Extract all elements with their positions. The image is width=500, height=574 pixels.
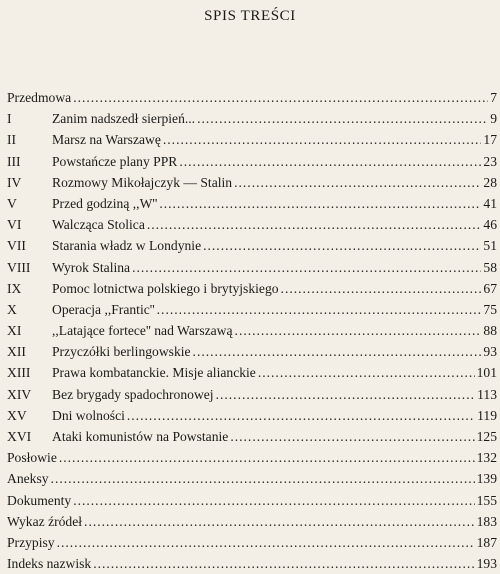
toc-entry [7, 299, 497, 320]
chapter-title: Indeks nazwisk [7, 556, 92, 572]
dot-leader [163, 129, 482, 150]
toc-entry [7, 214, 497, 235]
page-number: 88 [483, 323, 497, 339]
chapter-title: Powstańcze plany PPR [52, 153, 178, 169]
page-number: 51 [483, 238, 497, 254]
toc-entry [7, 426, 497, 447]
dot-leader [73, 490, 474, 511]
toc-entry [7, 405, 497, 426]
chapter-number: XIV [7, 386, 32, 402]
page-number: 193 [476, 556, 497, 572]
chapter-number: XI [7, 323, 22, 339]
page-number: 101 [476, 365, 497, 381]
chapter-title: ,,Latające fortece'' nad Warszawą [52, 323, 233, 339]
chapter-number: VI [7, 217, 22, 233]
page-number: 119 [477, 407, 497, 423]
chapter-title: Ataki komunistów na Powstanie [52, 429, 229, 444]
dot-leader [234, 172, 481, 193]
chapter-title: Pomoc lotnictwa polskiego i brytyjskiego [52, 280, 279, 296]
toc-entry [7, 193, 497, 214]
toc-entry [7, 447, 497, 468]
toc-entry [7, 532, 497, 553]
chapter-number: IX [7, 280, 22, 296]
chapter-number: VII [7, 238, 26, 254]
toc-entry [7, 490, 497, 511]
dot-leader [230, 426, 474, 447]
page-number: 7 [490, 90, 497, 105]
chapter-number: XIII [7, 365, 31, 381]
dot-leader [127, 405, 475, 426]
chapter-title: Przyczółki berlingowskie [52, 344, 191, 360]
toc-entry [7, 235, 497, 256]
page-number: 155 [476, 492, 497, 508]
chapter-title: Marsz na Warszawę [52, 132, 161, 148]
toc-entry [7, 341, 497, 362]
chapter-number: XII [7, 344, 26, 360]
chapter-number: X [7, 301, 17, 317]
dot-leader [59, 447, 475, 468]
toc-entry [7, 468, 497, 489]
chapter-title: Wyrok Stalina [52, 259, 131, 275]
toc-entry [7, 151, 497, 172]
dot-leader [51, 468, 475, 489]
chapter-title: Operacja ,,Frantic'' [52, 301, 155, 317]
dot-leader [281, 278, 482, 299]
page-title: SPIS TREŚCI [204, 8, 296, 24]
page-number: 67 [483, 280, 497, 296]
chapter-number: II [7, 132, 17, 148]
chapter-title: Dni wolności [52, 407, 125, 423]
toc-entry [7, 511, 497, 532]
chapter-title: Zanim nadszedł sierpień... [52, 111, 196, 127]
toc-entry [7, 553, 497, 574]
dot-leader [193, 341, 482, 362]
chapter-title: Przypisy [7, 534, 55, 550]
chapter-number: XV [7, 407, 27, 423]
dot-leader [157, 299, 482, 320]
dot-leader [73, 87, 488, 108]
dot-leader [84, 511, 475, 532]
dot-leader [197, 108, 488, 129]
dot-leader [57, 532, 475, 553]
chapter-number: V [7, 195, 17, 211]
toc-entry [7, 257, 497, 278]
chapter-title: Starania władz w Londynie [52, 238, 202, 254]
page-number: 28 [483, 174, 497, 190]
toc-entry [7, 87, 497, 108]
chapter-title: Przedmowa [7, 90, 72, 105]
page-number: 187 [476, 534, 497, 550]
chapter-title: Prawa kombatanckie. Misje alianckie [52, 365, 256, 381]
dot-leader [235, 320, 482, 341]
chapter-title: Dokumenty [7, 492, 72, 508]
dot-leader [179, 151, 481, 172]
dot-leader [258, 362, 475, 383]
page-number: 17 [483, 132, 497, 148]
chapter-title: Walcząca Stolica [52, 217, 145, 233]
dot-leader [93, 553, 474, 574]
toc-entry [7, 172, 497, 193]
page-number: 58 [483, 259, 497, 275]
page-number: 75 [483, 301, 497, 317]
page-number: 183 [476, 513, 497, 529]
toc-entry [7, 362, 497, 383]
toc-entry [7, 320, 497, 341]
page-number: 46 [483, 217, 497, 233]
chapter-number: III [7, 153, 21, 169]
toc-entry [7, 384, 497, 405]
dot-leader [159, 193, 481, 214]
chapter-title: Przed godziną ,,W'' [52, 195, 158, 211]
page-number: 9 [490, 111, 497, 127]
page-number: 93 [483, 344, 497, 360]
chapter-title: Posłowie [7, 450, 57, 466]
page-number: 23 [483, 153, 497, 169]
dot-leader [132, 257, 481, 278]
chapter-title: Wykaz źródeł [7, 513, 83, 529]
chapter-title: Bez brygady spadochronowej [52, 386, 214, 402]
toc-entry [7, 108, 497, 129]
table-of-contents [7, 87, 497, 574]
page-number: 113 [477, 386, 497, 402]
dot-leader [216, 384, 476, 405]
page-number: 139 [476, 471, 497, 487]
page-number: 132 [476, 450, 497, 466]
chapter-number: IV [7, 174, 22, 190]
chapter-number: I [7, 111, 12, 127]
chapter-title: Aneksy [7, 471, 49, 487]
toc-entry [7, 278, 497, 299]
dot-leader [147, 214, 482, 235]
chapter-title: Rozmowy Mikołajczyk — Stalin [52, 174, 233, 190]
chapter-number: XVI [7, 429, 32, 444]
toc-entry [7, 129, 497, 150]
page-number: 125 [476, 429, 497, 444]
page-number: 41 [483, 195, 497, 211]
dot-leader [203, 235, 481, 256]
chapter-number: VIII [7, 259, 31, 275]
